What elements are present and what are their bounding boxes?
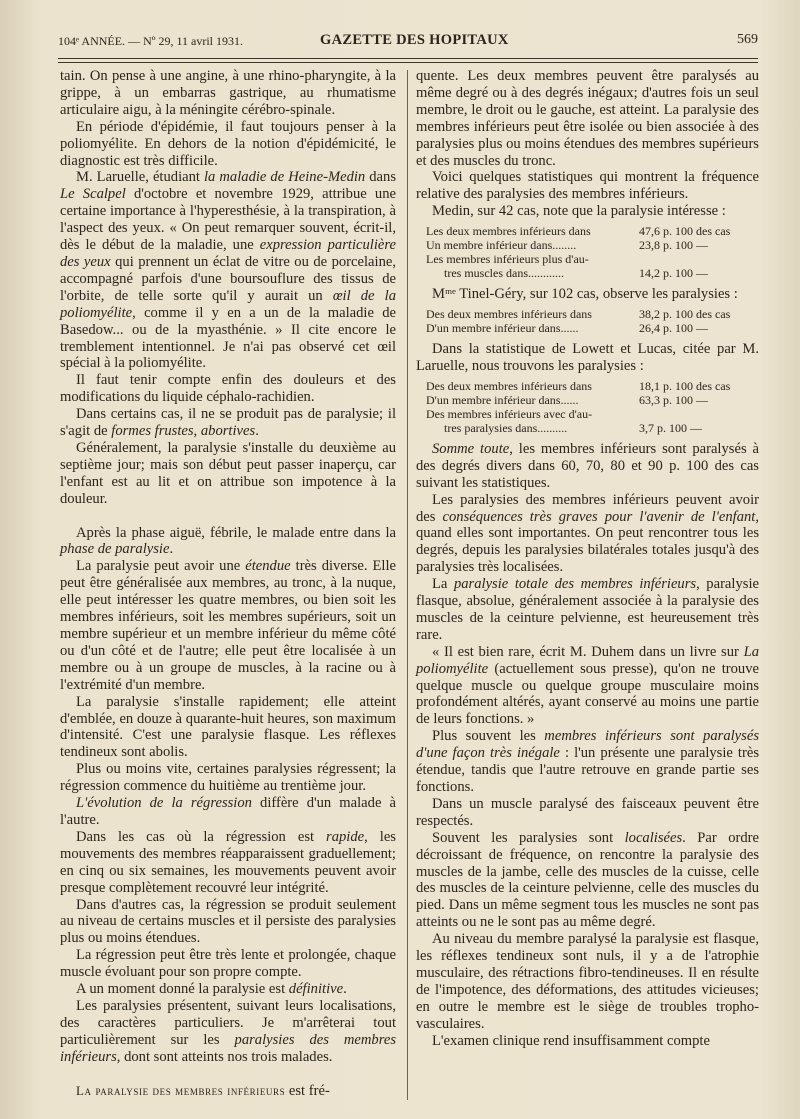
table-row: D'un membre inférieur dans...... 26,4 p. 100 — bbox=[426, 321, 708, 336]
header-rule-thin bbox=[58, 62, 758, 63]
paragraph: A un moment donné la paralysie est définitive. bbox=[76, 981, 347, 998]
statistics-table-tinel-gery bbox=[426, 307, 759, 335]
paragraph: La paralysie peut avoir une étendue très diverse. Elle peut être généralisée aux membres, au tronc, à la nuque, elle peut intéresser les quatre membres, ou bien soit les membres inférieurs, soit les membres supérieurs, soit un membre supérieur et un membre inférieur du même côté ou d'un côté et de l'autre; elle peut être localisée à un membre ou à un groupe de muscles, à la racine ou à l'extrémité d'un membre. bbox=[60, 558, 396, 693]
paragraph: Dans d'autres cas, la régression se produit seulement au niveau de certains muscles et il persiste des paralysies plus ou moins étendues. bbox=[60, 896, 396, 947]
table-row: D'un membre inférieur dans...... 63,3 p. 100 — bbox=[426, 392, 708, 407]
table-row: tres paralysies dans.......... 3,7 p. 100 — bbox=[444, 420, 702, 435]
section-heading: La paralysie des membres inférieurs est fré- bbox=[76, 1082, 330, 1099]
table-row: Les membres inférieurs plus d'au- bbox=[426, 252, 589, 267]
paragraph: Généralement, la paralysie s'installe du deuxième au septième jour; mais son début peut passer inaperçu, car l'enfant est au lit et on attribue son impotence à la douleur. bbox=[60, 439, 396, 507]
paragraph: Au niveau du membre paralysé la paralysie est flasque, les réflexes tendineux sont nuls, il y a de l'atrophie musculaire, des rétractions fibro-tendineuses. Il en résulte de l'impotence, des déformations, des attitudes vicieuses; en outre le membre est le siège de troubles tropho-vasculaires. bbox=[416, 931, 759, 1032]
table-row: Des membres inférieurs avec d'au- bbox=[426, 406, 593, 421]
header-rule bbox=[58, 58, 758, 59]
paragraph: « Il est bien rare, écrit M. Duhem dans un livre sur La poliomyélite (actuellement sous presse), qu'on ne trouve quelque muscle ou quelque groupe musculaire moins profondément altérés, ayant conservé au moins une partie de leurs fonctions. » bbox=[416, 643, 759, 728]
paragraph: Il faut tenir compte enfin des douleurs et des modifications du liquide céphalo-rachidien. bbox=[60, 372, 396, 406]
paragraph: La régression peut être très lente et prolongée, chaque muscle évoluant pour son propre compte. bbox=[60, 947, 396, 981]
paragraph: Les paralysies présentent, suivant leurs localisations, des caractères particuliers. Je m'arrêterai tout particulièrement sur les paralysies des membres inférieurs, dont sont atteints nos trois malades. bbox=[60, 997, 396, 1065]
paragraph: Plus ou moins vite, certaines paralysies régressent; la régression commence du huitième au trentième jour. bbox=[60, 761, 396, 795]
page-header bbox=[58, 30, 758, 54]
statistics-table-lowett-lucas bbox=[426, 379, 759, 435]
paragraph: L'évolution de la régression diffère d'un malade à l'autre. bbox=[60, 795, 396, 828]
paragraph: Dans un muscle paralysé des faisceaux peuvent être respectés. bbox=[416, 795, 759, 829]
paragraph: Voici quelques statistiques qui montrent la fréquence relative des paralysies des membres inférieurs. bbox=[416, 169, 759, 203]
page-number: 569 bbox=[737, 32, 758, 47]
paragraph: Souvent les paralysies sont localisées. Par ordre décroissant de fréquence, on rencontre la paralysie des muscles de la jambe, celle des muscles de la cuisse, celle des muscles de la ceinture pelvienne, celle des muscles du pied. Dans un même segment tous les muscles ne sont pas atteints ou ne le sont pas au même degré. bbox=[416, 829, 759, 931]
table-row: Des deux membres inférieurs dans 18,1 p. 100 des cas bbox=[426, 378, 731, 393]
paragraph: La paralysie s'installe rapidement; elle atteint d'emblée, en douze à quarante-huit heures, son maximum d'intensité. C'est une paralysie flasque. Les réflexes tendineux sont abolis. bbox=[60, 693, 396, 761]
publication-title: GAZETTE DES HOPITAUX bbox=[320, 32, 509, 48]
table-row: Un membre inférieur dans........ 23,8 p. 100 — bbox=[426, 238, 708, 253]
paragraph: Somme toute, les membres inférieurs sont paralysés à des degrés divers dans 60, 70, 80 et 90 p. 100 des cas suivant les statistiques. bbox=[416, 440, 759, 491]
table-row: Des deux membres inférieurs dans 38,2 p. 100 des cas bbox=[426, 307, 731, 322]
statistics-table-medin bbox=[426, 224, 759, 280]
paragraph: La paralysie totale des membres inférieurs, paralysie flasque, absolue, généralement associée à la paralysie des muscles de la ceinture pelvienne, est heureusement très rare. bbox=[416, 576, 759, 643]
paragraph: M. Laruelle, étudiant la maladie de Heine-Medin dans Le Scalpel d'octobre et novembre 1929, attribue une certaine importance à l'hyperesthésie, à la transpiration, à l'aspect des yeux. « On peut remarquer souvent, écrit-il, dès le début de la maladie, une expression particulière des yeux qui prennent un éclat de vitre ou de porcelaine, accompagné parfois d'une boursouflure des tissus de l'orbite, de telle sorte qu'il y aurait un œil de la poliomyélite, comme il y en a un de la maladie de Basedow... ou de la myasthénie. » Il cite encore le tremblement intentionnel. Je n'ai pas observé cet œil spécial à la poliomyélite. bbox=[60, 169, 397, 372]
paragraph: quente. Les deux membres peuvent être paralysés au même degré ou à des degrés inégaux; d'autres fois un seul membre, le droit ou le gauche, est atteint. La paralysie des membres inférieurs peut être isolée ou bien associée à des paralysies plus ou moins étendues des membres supérieurs et des muscles du tronc. bbox=[416, 68, 759, 169]
paragraph: Après la phase aiguë, fébrile, le malade entre dans la phase de paralysie. bbox=[60, 524, 396, 558]
column-divider bbox=[407, 70, 408, 1100]
paragraph: Les paralysies des membres inférieurs peuvent avoir des conséquences très graves pour l'avenir de l'enfant, quand elles sont importantes. On peut rencontrer tous les degrés, depuis les paralysies bilatérales totales jusqu'à des paralysies très localisées. bbox=[416, 491, 759, 576]
paragraph: Medin, sur 42 cas, note que la paralysie intéresse : bbox=[432, 203, 726, 220]
table-row: tres muscles dans............ 14,2 p. 100 — bbox=[444, 266, 708, 281]
right-column bbox=[416, 68, 759, 1050]
paragraph: Mᵐᵉ Tinel-Géry, sur 102 cas, observe les paralysies : bbox=[432, 286, 738, 303]
paragraph: Dans les cas où la régression est rapide, les mouvements des membres réapparaissent graduellement; en cinq ou six semaines, les mouvements peuvent avoir presque complètement recouvré leur intégrité. bbox=[60, 828, 396, 896]
paragraph: Dans certains cas, il ne se produit pas de paralysie; il s'agit de formes frustes, abortives. bbox=[60, 406, 396, 440]
issue-info: 104ᵉ ANNÉE. — Nº 29, 11 avril 1931. bbox=[58, 34, 244, 48]
table-row: Les deux membres inférieurs dans 47,6 p. 100 des cas bbox=[426, 224, 731, 239]
paragraph: L'examen clinique rend insuffisamment compte bbox=[432, 1032, 710, 1049]
paragraph: En période d'épidémie, il faut toujours penser à la poliomyélite. En dehors de la notion d'épidémicité, le diagnostic est très difficile. bbox=[60, 118, 396, 169]
paragraph: Dans la statistique de Lowett et Lucas, citée par M. Laruelle, nous trouvons les paralysies : bbox=[416, 341, 759, 374]
left-column bbox=[60, 68, 396, 1099]
paragraph: tain. On pense à une angine, à une rhino-pharyngite, à la grippe, à un embarras gastrique, au rhumatisme articulaire aigu, à la méningite cérébro-spinale. bbox=[60, 68, 396, 118]
paragraph: Plus souvent les membres inférieurs sont paralysés d'une façon très inégale : l'un présente une paralysie très étendue, tandis que l'autre retrouve en grande partie ses fonctions. bbox=[416, 728, 759, 795]
